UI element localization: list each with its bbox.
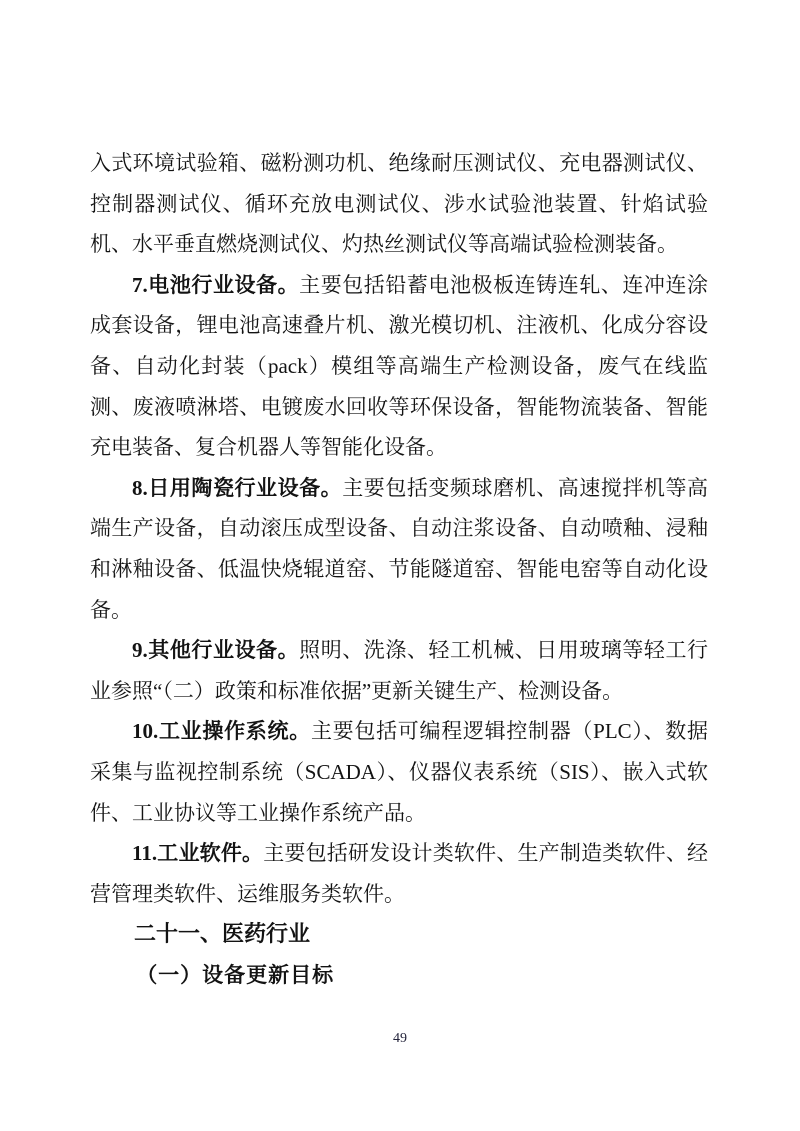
subsection-heading-equipment-update-goal: （一）设备更新目标 bbox=[136, 962, 335, 987]
paragraph-continuation: 入式环境试验箱、磁粉测功机、绝缘耐压测试仪、充电器测试仪、控制器测试仪、循环充放电测试仪、涉水试验池装置、针焰试验机、水平垂直燃烧测试仪、灼热丝测试仪等高端试验检测装备。 bbox=[90, 151, 708, 257]
paragraph-item-8 bbox=[90, 468, 708, 630]
item-8-run-in-heading: 8.日用陶瓷行业设备。 bbox=[132, 475, 343, 500]
item-7-body-text: 主要包括铅蓄电池极板连铸连轧、连冲连涂成套设备，锂电池高速叠片机、激光模切机、注液机、化成分容设备、自动化封装（pack）模组等高端生产检测设备，废气在线监测、废液喷淋塔、电镀废水回收等环保设备，智能物流装备、智能充电装备、复合机器人等智能化设备。 bbox=[90, 272, 709, 460]
item-10-body-text: 主要包括可编程逻辑控制器（PLC）、数据采集与监视控制系统（SCADA）、仪器仪表系统（SIS）、嵌入式软件、工业协议等工业操作系统产品。 bbox=[90, 719, 709, 825]
section-heading-pharma-industry: 二十一、医药行业 bbox=[134, 921, 311, 947]
item-7-run-in-heading: 7.电池行业设备。 bbox=[132, 272, 300, 297]
paragraph-item-11 bbox=[90, 833, 708, 914]
page-number: 49 bbox=[393, 1031, 407, 1046]
item-9-run-in-heading: 9.其他行业设备。 bbox=[132, 638, 300, 663]
page-content bbox=[90, 143, 708, 995]
item-11-body-text: 主要包括研发设计类软件、生产制造类软件、经营管理类软件、运维服务类软件。 bbox=[90, 841, 709, 906]
paragraph-item-7 bbox=[90, 265, 708, 468]
paragraph-item-9 bbox=[90, 630, 708, 711]
item-10-run-in-heading: 10.工业操作系统。 bbox=[132, 719, 311, 744]
paragraph-item-10 bbox=[90, 711, 708, 833]
item-11-run-in-heading: 11.工业软件。 bbox=[132, 841, 264, 866]
item-9-body-text: 照明、洗涤、轻工机械、日用玻璃等轻工行业参照“（二）政策和标准依据”更新关键生产、检测设备。 bbox=[90, 638, 709, 703]
item-8-body-text: 主要包括变频球磨机、高速搅拌机等高端生产设备，自动滚压成型设备、自动注浆设备、自动喷釉、浸釉和淋釉设备、低温快烧辊道窑、节能隧道窑、智能电窑等自动化设备。 bbox=[90, 475, 709, 622]
